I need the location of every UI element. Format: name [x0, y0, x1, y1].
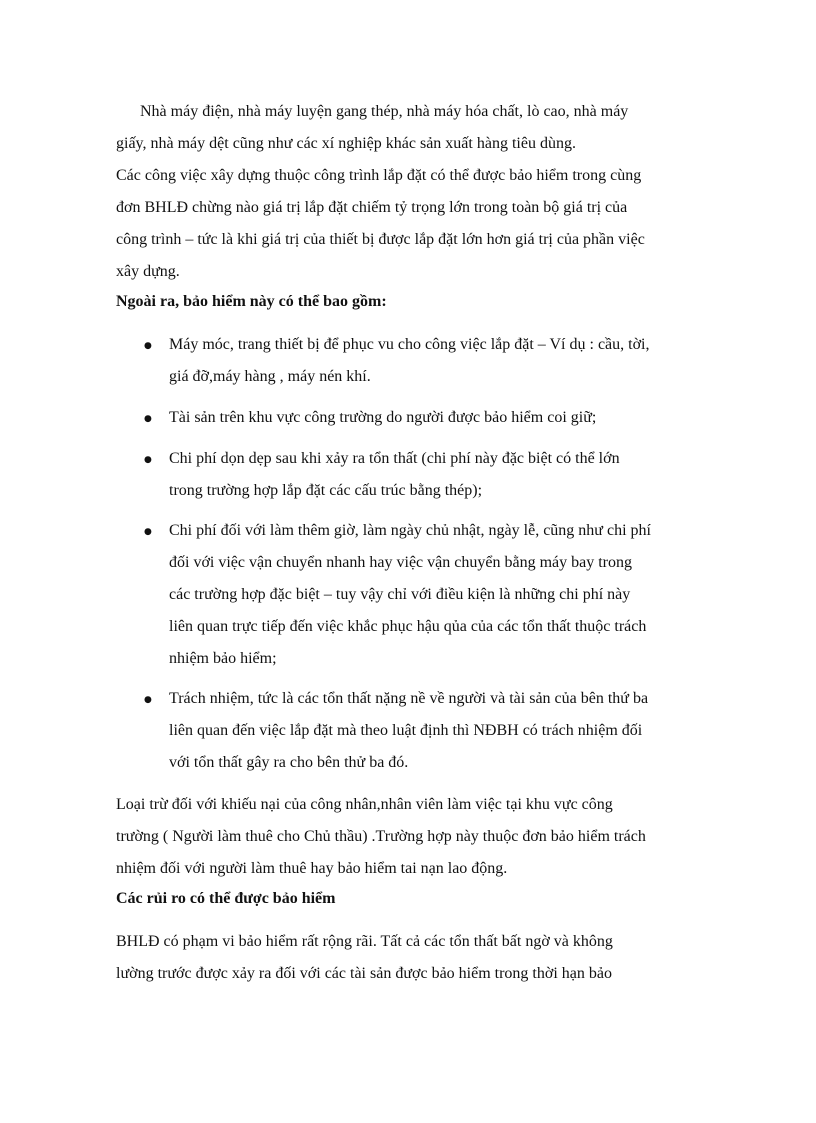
- construction-paragraph-line: xây dựng.: [116, 263, 180, 280]
- bullet-icon: ●: [144, 455, 152, 465]
- intro-paragraph-line: giấy, nhà máy dệt cũng như các xí nghiệp khác sản xuất hàng tiêu dùng.: [116, 135, 576, 152]
- exclusion-paragraph-line: nhiệm đối với người làm thuê hay bảo hiểm tai nạn lao động.: [116, 860, 508, 877]
- bullet-item-line: Chi phí đối với làm thêm giờ, làm ngày chủ nhật, ngày lễ, cũng như chi phí: [169, 522, 651, 539]
- bullet-icon: ●: [144, 414, 152, 424]
- bullet-item-line: Máy móc, trang thiết bị để phục vu cho công việc lắp đặt – Ví dụ : cầu, tời,: [169, 336, 650, 353]
- bullet-item-line: các trường hợp đặc biệt – tuy vậy chỉ với điều kiện là những chi phí này: [169, 586, 631, 603]
- bullet-item-line: với tổn thất gây ra cho bên thử ba đó.: [169, 754, 409, 771]
- risks-paragraph-line: BHLĐ có phạm vi bảo hiểm rất rộng rãi. Tất cả các tổn thất bất ngờ và không: [116, 933, 613, 950]
- intro-paragraph-line: Nhà máy điện, nhà máy luyện gang thép, nhà máy hóa chất, lò cao, nhà máy: [140, 103, 629, 120]
- construction-paragraph-line: Các công việc xây dựng thuộc công trình lắp đặt có thể được bảo hiểm trong cùng: [116, 167, 642, 184]
- bullet-icon: ●: [144, 695, 152, 705]
- exclusion-paragraph-line: trường ( Người làm thuê cho Chủ thầu) .Trường hợp này thuộc đơn bảo hiểm trách: [116, 828, 646, 845]
- bullet-item-line: giá đỡ,máy hàng , máy nén khí.: [169, 368, 371, 385]
- additional-coverage-heading: Ngoài ra, bảo hiểm này có thể bao gồm:: [116, 293, 387, 310]
- construction-paragraph-line: công trình – tức là khi giá trị của thiết bị được lắp đặt lớn hơn giá trị của phần việc: [116, 231, 645, 248]
- bullet-item-line: liên quan đến việc lắp đặt mà theo luật định thì NĐBH có trách nhiệm đối: [169, 722, 643, 739]
- bullet-icon: ●: [144, 341, 152, 351]
- construction-paragraph-line: đơn BHLĐ chừng nào giá trị lắp đặt chiếm tỷ trọng lớn trong toàn bộ giá trị của: [116, 199, 628, 216]
- insurable-risks-heading: Các rủi ro có thể được bảo hiểm: [116, 890, 336, 907]
- bullet-item-line: Trách nhiệm, tức là các tổn thất nặng nề về người và tài sản của bên thứ ba: [169, 690, 649, 707]
- bullet-item-line: nhiệm bảo hiểm;: [169, 650, 277, 667]
- bullet-item-line: Tài sản trên khu vực công trường do người được bảo hiểm coi giữ;: [169, 409, 597, 426]
- exclusion-paragraph-line: Loại trừ đối với khiếu nại của công nhân,nhân viên làm việc tại khu vực công: [116, 796, 613, 813]
- bullet-item-line: Chi phí dọn dẹp sau khi xảy ra tổn thất (chi phí này đặc biệt có thể lớn: [169, 450, 620, 467]
- bullet-item-line: trong trường hợp lắp đặt các cấu trúc bằng thép);: [169, 482, 483, 499]
- risks-paragraph-line: lường trước được xảy ra đối với các tài sản được bảo hiểm trong thời hạn bảo: [116, 965, 612, 982]
- bullet-item-line: đối với việc vận chuyển nhanh hay việc vận chuyển bằng máy bay trong: [169, 554, 632, 571]
- bullet-icon: ●: [144, 527, 152, 537]
- bullet-item-line: liên quan trực tiếp đến việc khắc phục hậu qủa của các tổn thất thuộc trách: [169, 618, 647, 635]
